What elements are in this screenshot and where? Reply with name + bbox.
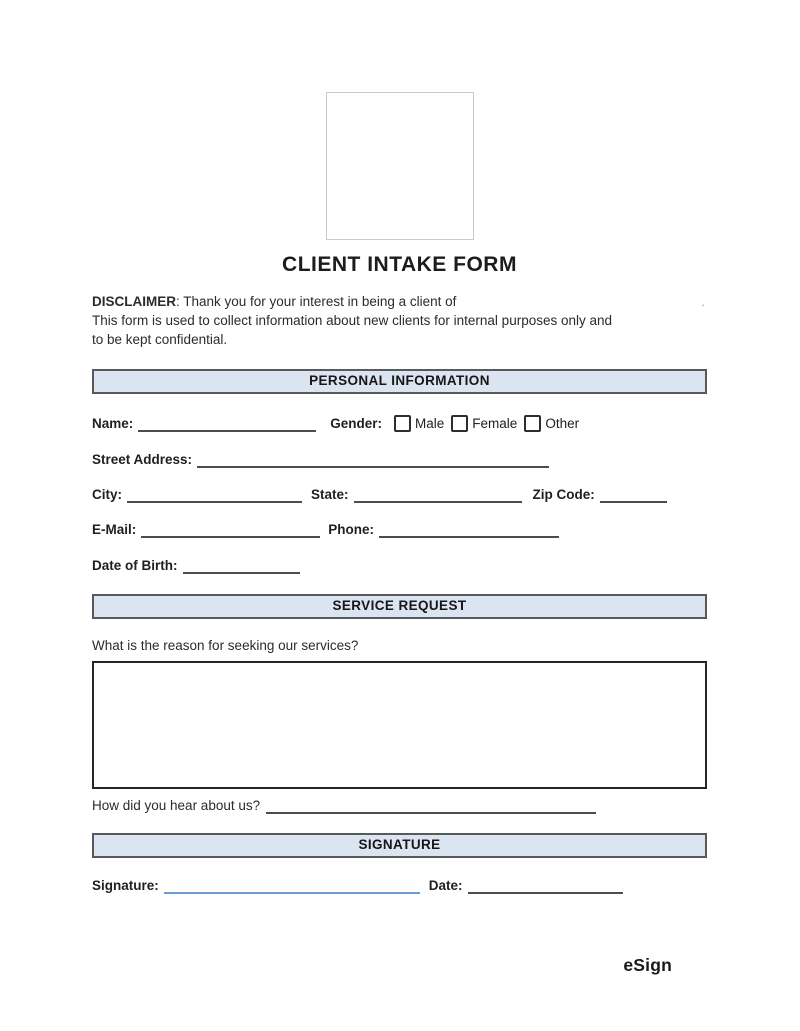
city-label: City: bbox=[92, 487, 122, 502]
section-header-personal-information: PERSONAL INFORMATION bbox=[92, 369, 707, 394]
date-of-birth-row bbox=[92, 557, 707, 574]
esign-logo: eSign bbox=[623, 955, 672, 975]
referral-question: How did you hear about us? bbox=[92, 798, 261, 813]
phone-input-line[interactable] bbox=[379, 521, 559, 538]
gender-option-female[interactable] bbox=[451, 415, 517, 432]
disclaimer-body-line-2: to be kept confidential. bbox=[92, 332, 228, 347]
name-gender-row bbox=[92, 415, 707, 432]
date-label: Date: bbox=[428, 878, 463, 893]
zip-code-input-line[interactable] bbox=[600, 486, 667, 503]
disclaimer-intro: : Thank you for your interest in being a client of bbox=[176, 294, 457, 309]
gender-label: Gender: bbox=[330, 415, 383, 431]
gender-option-female-label: Female bbox=[472, 415, 518, 431]
street-address-input-line[interactable] bbox=[197, 451, 549, 468]
gender-option-other[interactable] bbox=[524, 415, 579, 432]
gender-option-other-label: Other bbox=[545, 415, 580, 431]
section-header-service-request: SERVICE REQUEST bbox=[92, 594, 707, 619]
reason-question: What is the reason for seeking our services? bbox=[92, 638, 359, 653]
logo-placeholder-box bbox=[326, 92, 474, 240]
email-phone-row bbox=[92, 521, 707, 538]
state-input-line[interactable] bbox=[354, 486, 522, 503]
zip-code-label: Zip Code: bbox=[532, 487, 595, 502]
checkbox-other-icon[interactable] bbox=[524, 415, 541, 432]
phone-label: Phone: bbox=[328, 522, 375, 537]
signature-date-row bbox=[92, 877, 707, 894]
disclaimer-body-line-1: This form is used to collect information about new clients for internal purposes only and bbox=[92, 313, 613, 328]
gender-group bbox=[330, 415, 579, 432]
gender-option-male-label: Male bbox=[415, 415, 445, 431]
email-label: E-Mail: bbox=[92, 522, 137, 537]
gender-option-male[interactable] bbox=[394, 415, 444, 432]
checkbox-female-icon[interactable] bbox=[451, 415, 468, 432]
street-address-row bbox=[92, 451, 707, 468]
date-of-birth-input-line[interactable] bbox=[183, 557, 300, 574]
section-header-signature: SIGNATURE bbox=[92, 833, 707, 858]
page-title: CLIENT INTAKE FORM bbox=[282, 253, 517, 276]
date-input-line[interactable] bbox=[468, 877, 623, 894]
date-of-birth-label: Date of Birth: bbox=[92, 558, 178, 573]
form-content bbox=[0, 92, 800, 894]
disclaimer-label: DISCLAIMER bbox=[92, 294, 176, 309]
referral-input-line[interactable] bbox=[266, 797, 596, 814]
city-state-zip-row bbox=[92, 486, 707, 503]
referral-row bbox=[92, 797, 707, 814]
disclaimer bbox=[92, 292, 707, 349]
street-address-label: Street Address: bbox=[92, 452, 193, 467]
email-input-line[interactable] bbox=[141, 521, 320, 538]
disclaimer-line-1 bbox=[92, 292, 707, 311]
checkbox-male-icon[interactable] bbox=[394, 415, 411, 432]
signature-label: Signature: bbox=[92, 878, 159, 893]
name-input-line[interactable] bbox=[138, 415, 316, 432]
reason-textarea[interactable] bbox=[92, 661, 707, 789]
city-input-line[interactable] bbox=[127, 486, 302, 503]
state-label: State: bbox=[311, 487, 349, 502]
name-label: Name: bbox=[92, 416, 134, 431]
signature-input-line[interactable] bbox=[164, 877, 420, 894]
disclaimer-blank-period: . bbox=[701, 294, 705, 309]
